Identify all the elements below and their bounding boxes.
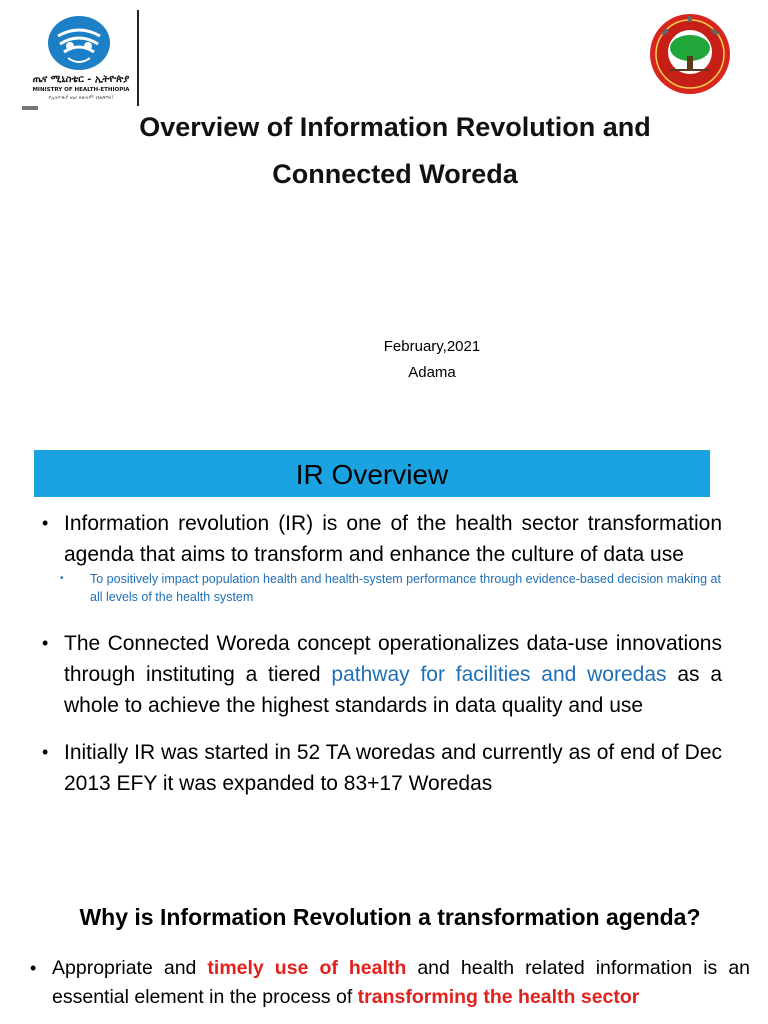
pathway-highlight: pathway for facilities and woredas [331,663,667,686]
emphasis-transforming: transforming the health sector [357,986,640,1008]
question-heading: Why is Information Revolution a transformation agenda? [79,904,701,930]
bullet-expansion: • Initially IR was started in 52 TA woredas and currently as of end of Dec 2013 EFY it was expanded to 83+17 Woredas [40,737,722,799]
government-emblem-icon [648,12,732,96]
moh-emblem-icon [48,16,110,70]
bullet-connected-woreda [40,628,722,721]
ministry-of-health-logo [18,12,140,108]
bullet-text: The Connected Woreda concept operationalizes data-use innovations through instituting a tiered [64,632,722,686]
emphasis-timely-use: timely use of health [207,957,407,979]
bullet-transformation [28,954,750,1012]
bullet-text: and health related information is an essential element in the process of [52,957,751,1008]
bullet-text: Appropriate and [52,957,208,979]
bullet-list [40,508,722,799]
date-text: February,2021 [383,338,481,355]
logo-amharic-text: ጤና ሚኒስቴር - ኢትዮጵያ [32,74,130,85]
place-text: Adama [408,364,456,381]
logo-tagline: የኢትዮጵያ ጤና ለሁሉም ብልጽግና! [48,95,114,101]
bullet-ir-definition: • Information revolution (IR) is one of the health sector transformation agenda that aims to transform and enhance the culture of data use [40,508,722,570]
bullet-text: as a whole to achieve the highest standards in data quality and use [64,663,723,717]
sub-bullet-impact: • To positively impact population health and health-system performance through evidence-based decision making at all levels of the health system [40,570,722,606]
bullet-item [28,954,750,1012]
title-line-1: Overview of Information Revolution and [139,112,651,142]
logo-small-bar [22,106,38,110]
section-heading: IR Overview [295,459,449,490]
logo-english-text: MINISTRY OF HEALTH-ETHIOPIA [32,87,130,93]
slide-title [60,104,730,198]
title-line-2: Connected Woreda [272,159,518,189]
header-divider [137,10,139,106]
date-block [340,334,524,386]
